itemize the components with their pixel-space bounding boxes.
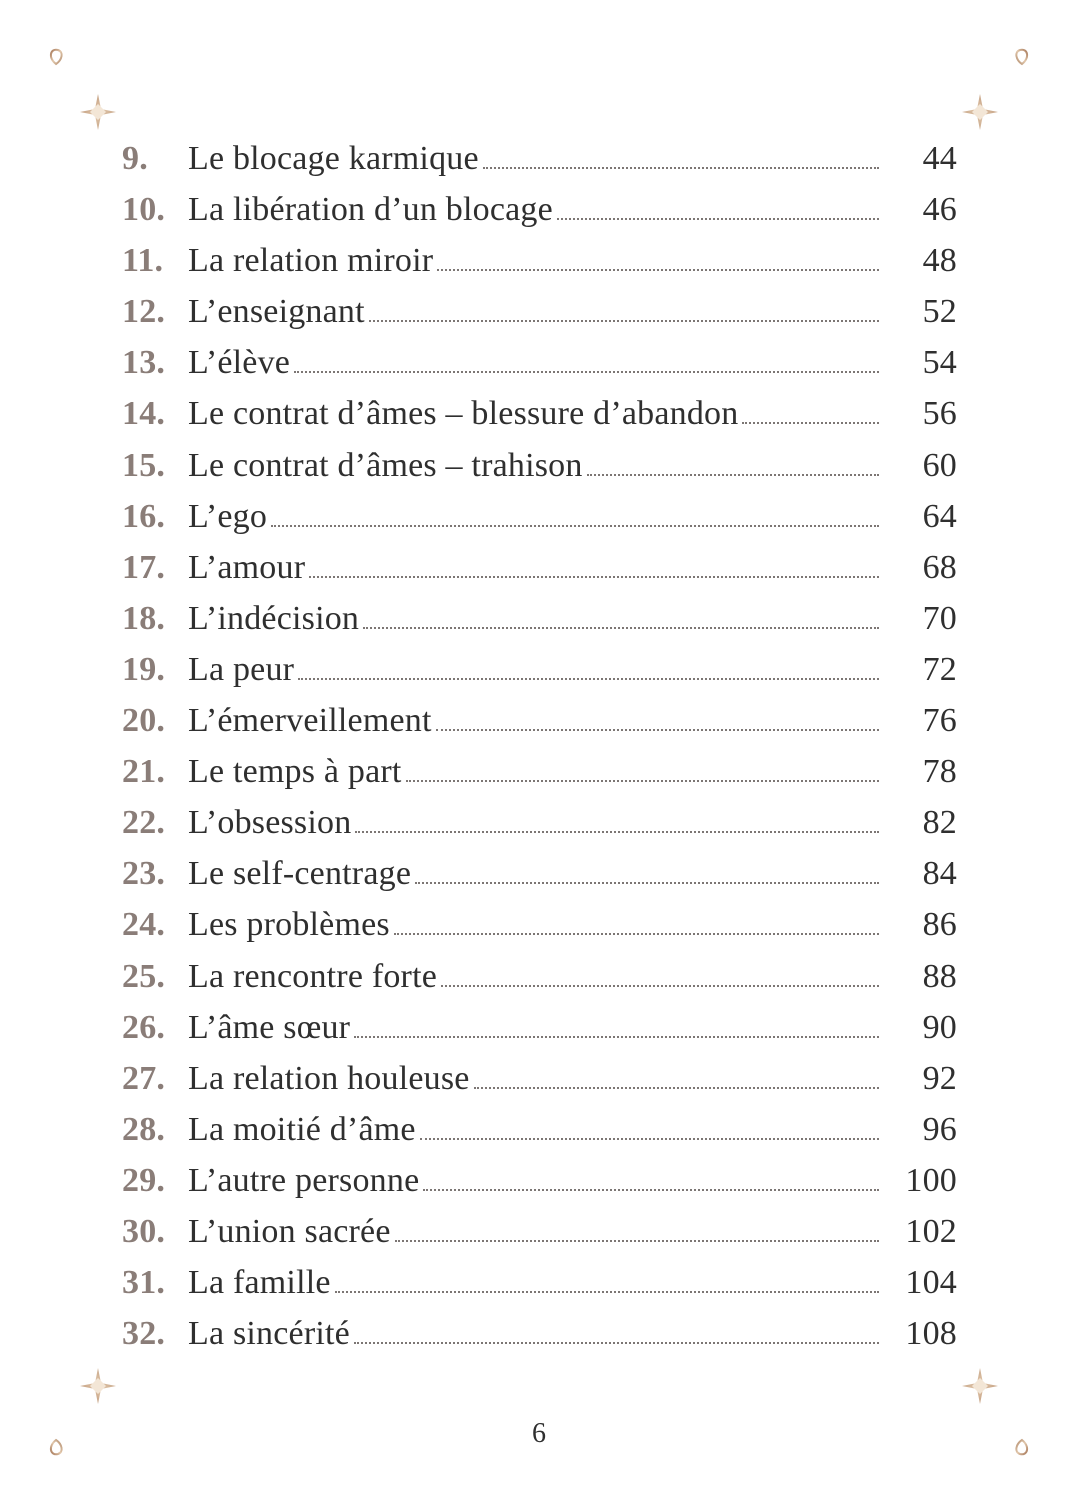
entry-title: L’obsession <box>188 804 352 842</box>
entry-page: 64 <box>922 497 957 535</box>
entry-page: 88 <box>922 957 957 995</box>
entry-title: La relation miroir <box>188 242 434 280</box>
entry-page: 86 <box>922 906 957 944</box>
dot-leader <box>359 591 887 642</box>
toc-entry[interactable] <box>122 438 957 489</box>
entry-title: L’émerveillement <box>188 702 432 740</box>
entry-number: 11. <box>122 242 164 280</box>
dot-leader <box>305 540 887 591</box>
entry-title: L’amour <box>188 548 306 586</box>
entry-page: 72 <box>922 650 957 688</box>
entry-number: 25. <box>122 957 166 995</box>
entry-number: 23. <box>122 855 166 893</box>
entry-title: L’union sacrée <box>188 1212 391 1250</box>
entry-page: 104 <box>905 1264 957 1302</box>
entry-number: 16. <box>122 497 166 535</box>
entry-title: Le temps à part <box>188 753 402 791</box>
toc-entry[interactable] <box>122 540 957 591</box>
entry-page: 52 <box>922 293 957 331</box>
toc-entry[interactable] <box>122 489 957 540</box>
toc-entry[interactable] <box>122 1255 957 1306</box>
toc-entry[interactable] <box>122 1000 957 1051</box>
entry-number: 32. <box>122 1315 166 1353</box>
entry-page: 46 <box>922 191 957 229</box>
dot-leader <box>470 1051 887 1102</box>
entry-page: 76 <box>922 702 957 740</box>
entry-title: Le self-centrage <box>188 855 412 893</box>
dot-leader <box>433 233 887 284</box>
entry-number: 13. <box>122 344 166 382</box>
entry-title: L’indécision <box>188 599 360 637</box>
dot-leader <box>391 1204 887 1255</box>
entry-number: 28. <box>122 1110 166 1148</box>
toc-entry[interactable] <box>122 131 957 182</box>
entry-number: 20. <box>122 702 166 740</box>
entry-title: L’âme sœur <box>188 1008 351 1046</box>
entry-page: 84 <box>922 855 957 893</box>
entry-title: La famille <box>188 1264 331 1302</box>
table-of-contents <box>122 131 957 1357</box>
entry-number: 31. <box>122 1264 166 1302</box>
toc-entry[interactable] <box>122 1153 957 1204</box>
entry-number: 22. <box>122 804 166 842</box>
toc-entry[interactable] <box>122 1306 957 1357</box>
entry-number: 21. <box>122 753 166 791</box>
toc-entry[interactable] <box>122 335 957 386</box>
toc-entry[interactable] <box>122 591 957 642</box>
entry-number: 9. <box>122 140 148 177</box>
dot-leader <box>419 1153 887 1204</box>
entry-page: 70 <box>922 599 957 637</box>
toc-entry[interactable] <box>122 284 957 335</box>
entry-title: Le contrat d’âmes – trahison <box>188 446 583 484</box>
entry-page: 100 <box>905 1161 957 1199</box>
toc-entry[interactable] <box>122 1204 957 1255</box>
entry-page: 108 <box>905 1315 957 1353</box>
dot-leader <box>479 131 887 182</box>
sparkle-star-icon <box>962 1368 998 1404</box>
entry-title: Le blocage karmique <box>188 140 479 177</box>
entry-number: 19. <box>122 650 166 688</box>
toc-entry[interactable] <box>122 949 957 1000</box>
sparkle-star-icon <box>80 94 116 130</box>
dot-leader <box>290 335 887 386</box>
entry-page: 78 <box>922 753 957 791</box>
entry-number: 14. <box>122 395 166 433</box>
dot-leader <box>437 949 887 1000</box>
entry-title: Le contrat d’âmes – blessure d’abandon <box>188 395 739 433</box>
toc-entry[interactable] <box>122 182 957 233</box>
entry-page: 44 <box>922 140 957 177</box>
toc-entry[interactable] <box>122 744 957 795</box>
toc-entry[interactable] <box>122 386 957 437</box>
entry-page: 96 <box>922 1110 957 1148</box>
entry-page: 60 <box>922 446 957 484</box>
entry-page: 68 <box>922 548 957 586</box>
entry-title: L’autre personne <box>188 1161 420 1199</box>
dot-leader <box>351 795 887 846</box>
dot-leader <box>583 438 887 489</box>
dot-leader <box>294 642 887 693</box>
dot-leader <box>331 1255 887 1306</box>
entry-number: 18. <box>122 599 166 637</box>
dot-leader <box>390 897 887 948</box>
entry-title: L’élève <box>188 344 291 382</box>
dot-leader <box>553 182 887 233</box>
entry-title: Les problèmes <box>188 906 390 944</box>
entry-page: 90 <box>922 1008 957 1046</box>
entry-page: 102 <box>905 1212 957 1250</box>
dot-leader <box>350 1306 887 1357</box>
entry-page: 92 <box>922 1059 957 1097</box>
entry-title: La moitié d’âme <box>188 1110 416 1148</box>
entry-page: 56 <box>922 395 957 433</box>
toc-entry[interactable] <box>122 642 957 693</box>
dot-leader <box>411 846 887 897</box>
dot-leader <box>365 284 887 335</box>
toc-entry[interactable] <box>122 897 957 948</box>
entry-number: 12. <box>122 293 166 331</box>
entry-title: La libération d’un blocage <box>188 191 553 229</box>
entry-title: La peur <box>188 650 295 688</box>
toc-entry[interactable] <box>122 233 957 284</box>
entry-title: La rencontre forte <box>188 957 438 995</box>
dot-leader <box>267 489 887 540</box>
entry-page: 82 <box>922 804 957 842</box>
entry-page: 48 <box>922 242 957 280</box>
dot-leader <box>738 386 887 437</box>
entry-number: 15. <box>122 446 166 484</box>
entry-number: 17. <box>122 548 166 586</box>
entry-title: La relation houleuse <box>188 1059 470 1097</box>
toc-entry[interactable] <box>122 693 957 744</box>
dot-leader <box>416 1102 887 1153</box>
toc-entry[interactable] <box>122 795 957 846</box>
entry-number: 30. <box>122 1212 166 1250</box>
sparkle-star-icon <box>80 1368 116 1404</box>
entry-number: 10. <box>122 191 166 229</box>
entry-page: 54 <box>922 344 957 382</box>
entry-title: La sincérité <box>188 1315 350 1353</box>
toc-entry[interactable] <box>122 1102 957 1153</box>
entry-number: 26. <box>122 1008 166 1046</box>
dot-leader <box>432 693 887 744</box>
entry-title: L’enseignant <box>188 293 365 331</box>
page-number: 6 <box>532 1418 546 1449</box>
dot-leader <box>402 744 887 795</box>
dot-leader <box>350 1000 887 1051</box>
toc-entry[interactable] <box>122 846 957 897</box>
entry-number: 29. <box>122 1161 166 1199</box>
sparkle-star-icon <box>962 94 998 130</box>
entry-title: L’ego <box>188 497 268 535</box>
toc-entry[interactable] <box>122 1051 957 1102</box>
entry-number: 24. <box>122 906 166 944</box>
entry-number: 27. <box>122 1059 166 1097</box>
